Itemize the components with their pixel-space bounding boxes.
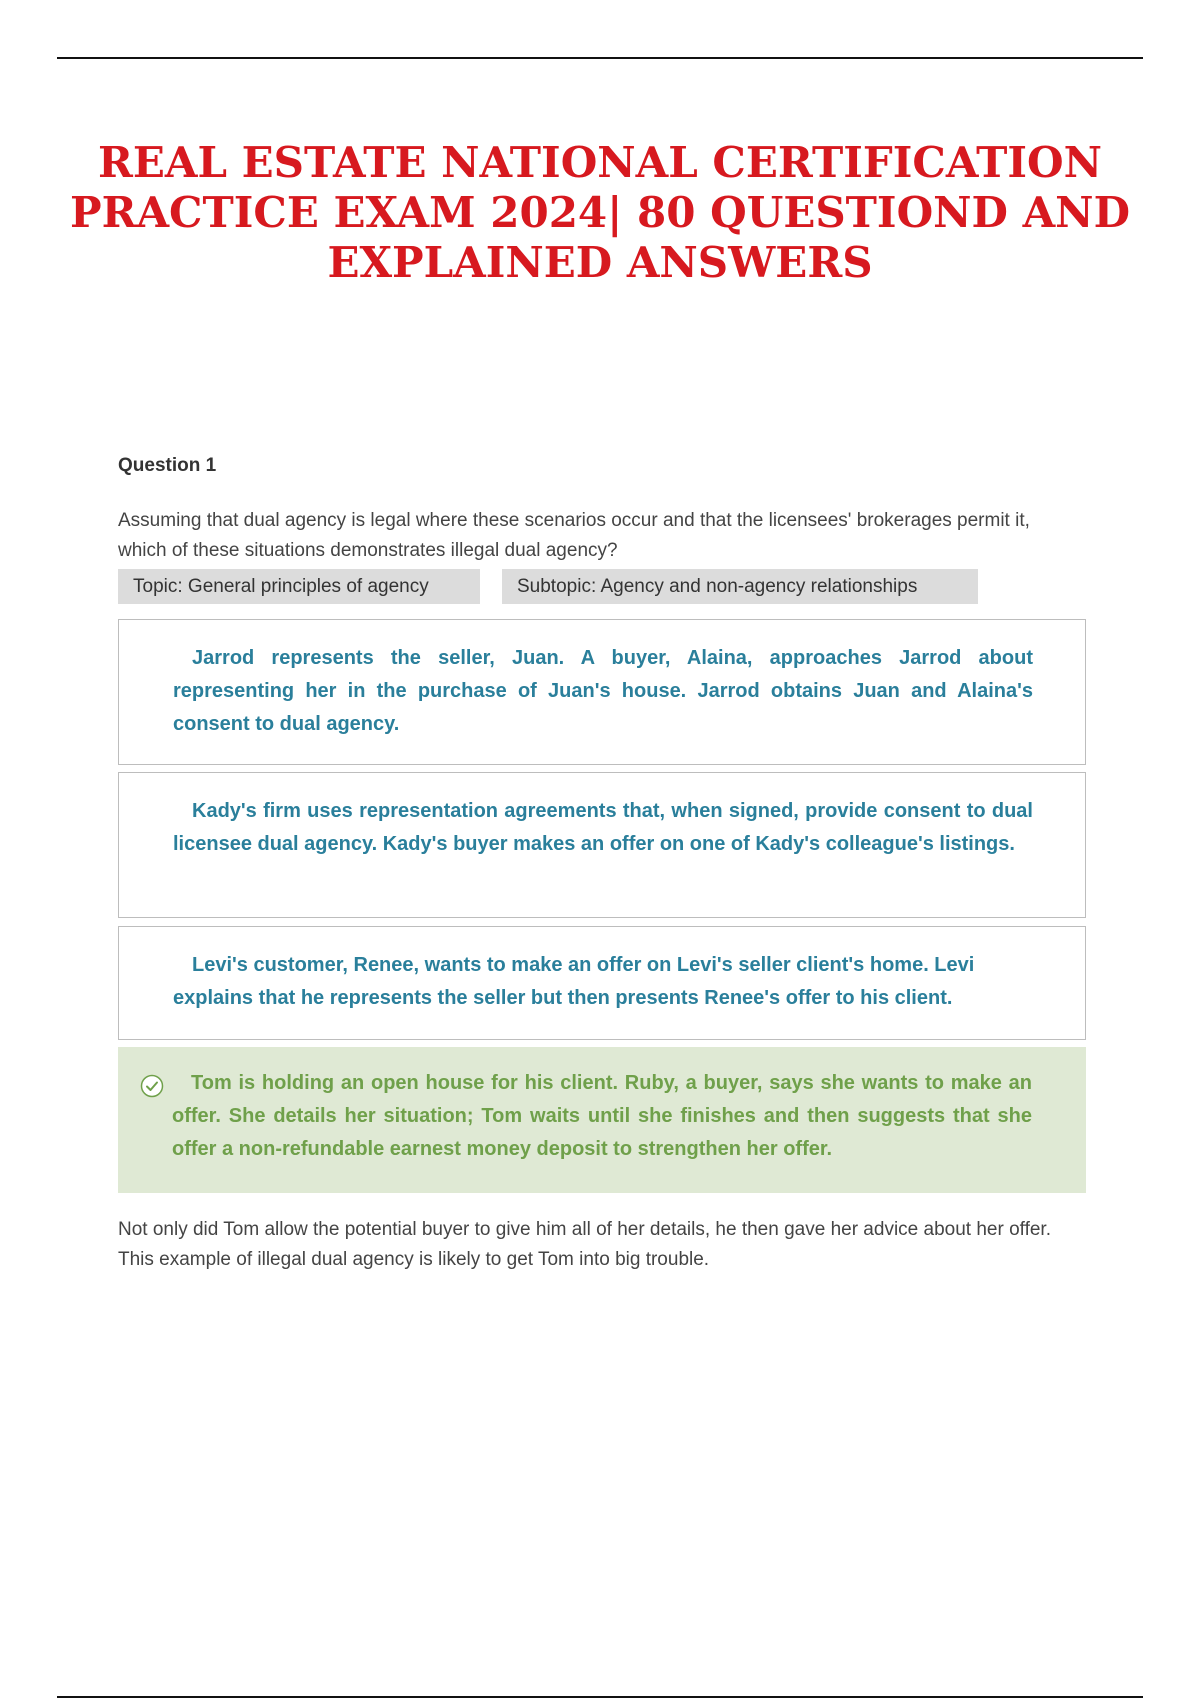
- question-text: Assuming that dual agency is legal where these scenarios occur and that the licensees' brokerages permit it, which of these situations demonstrates illegal dual agency?: [118, 510, 1030, 561]
- answer-option-text: Levi's customer, Renee, wants to make an offer on Levi's seller client's home. Levi explains that he represents the seller but then presents Renee's offer to his client.: [173, 954, 975, 1009]
- answer-option-text: Jarrod represents the seller, Juan. A buyer, Alaina, approaches Jarrod about representing her in the purchase of Juan's house. Jarrod obtains Juan and Alaina's consent to dual agency.: [173, 647, 1033, 735]
- answer-option-4-correct[interactable]: [118, 1047, 1086, 1193]
- answer-option-text: Tom is holding an open house for his client. Ruby, a buyer, says she wants to make an offer. She details her situation; Tom waits until she finishes and then suggests that she offer a non-refundable earnest money deposit to strengthen her offer.: [172, 1072, 1032, 1160]
- topic-tag: Topic: General principles of agency: [118, 569, 480, 604]
- bottom-rule: [57, 1696, 1143, 1698]
- answer-option-text: Kady's firm uses representation agreements that, when signed, provide consent to dual licensee dual agency. Kady's buyer makes an offer on one of Kady's colleague's listings.: [173, 800, 1033, 855]
- subtopic-tag: Subtopic: Agency and non-agency relationships: [502, 569, 978, 604]
- answer-option-2[interactable]: [118, 772, 1086, 918]
- question-label: Question 1: [118, 455, 217, 476]
- check-circle-icon: [140, 1074, 164, 1098]
- answer-option-3[interactable]: [118, 926, 1086, 1040]
- answer-explanation: Not only did Tom allow the potential buyer to give him all of her details, he then gave her advice about her offer. This example of illegal dual agency is likely to get Tom into big trouble.: [118, 1219, 1051, 1270]
- page-title: REAL ESTATE NATIONAL CERTIFICATION PRACTICE EXAM 2024| 80 QUESTIOND AND EXPLAINED ANSWERS: [69, 138, 1130, 287]
- answer-option-1[interactable]: [118, 619, 1086, 765]
- top-rule: [57, 57, 1143, 59]
